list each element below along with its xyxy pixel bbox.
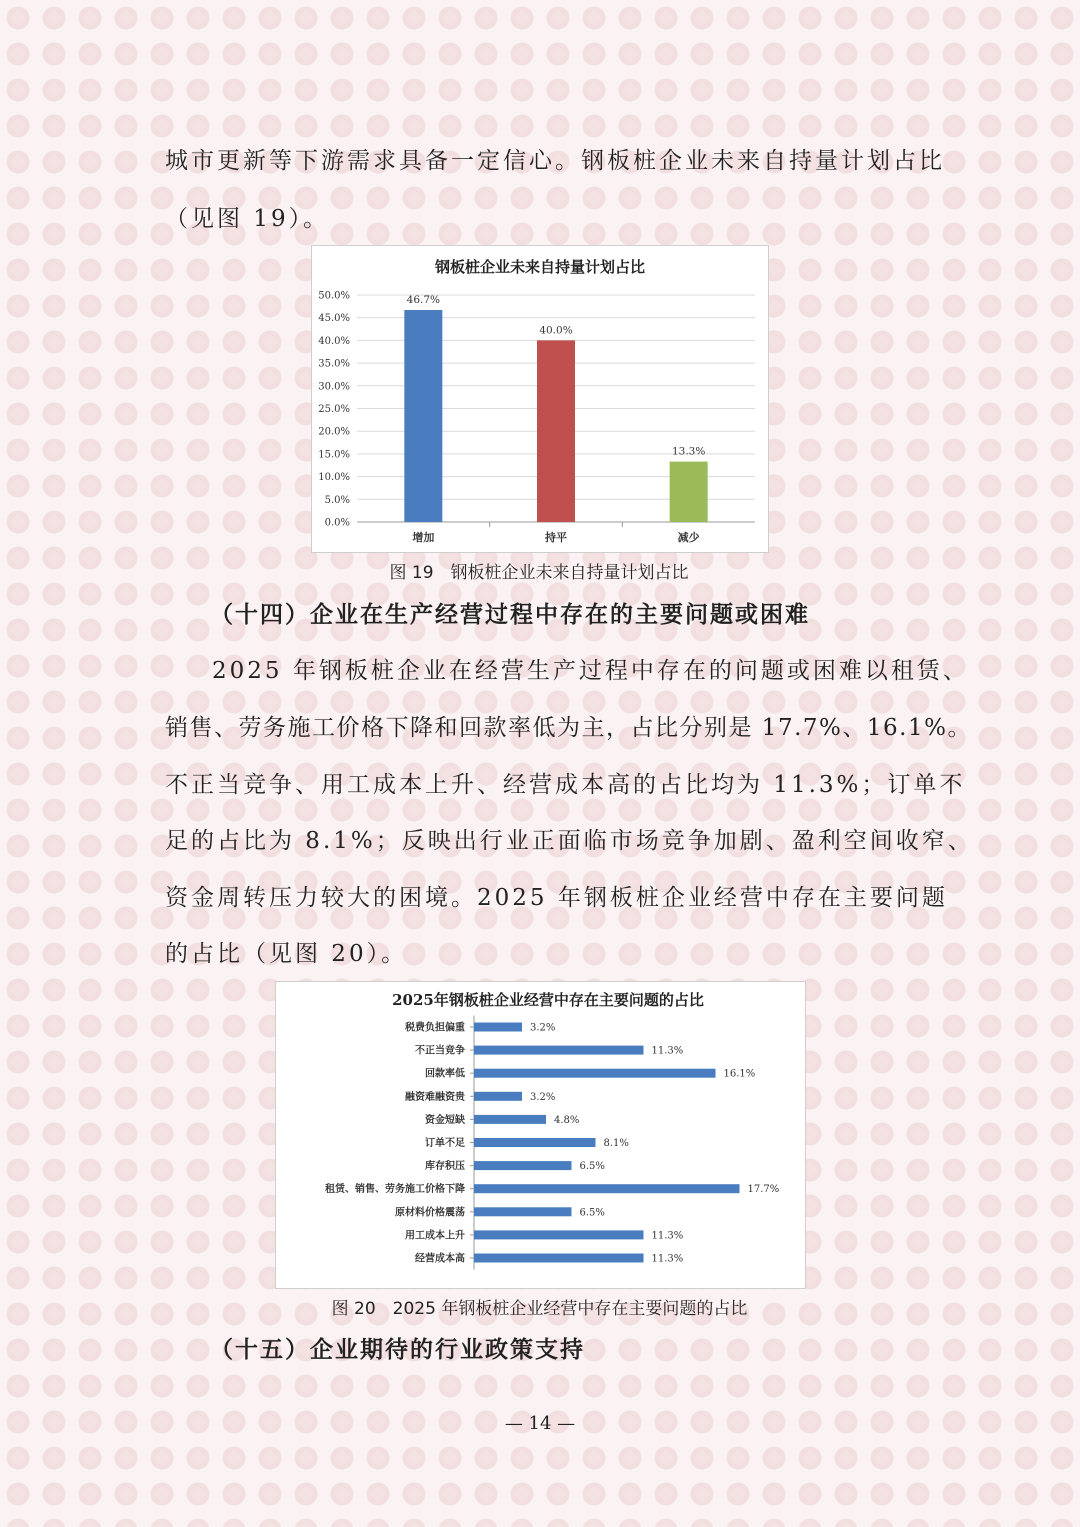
y-tick-label: 订单不足	[425, 1138, 465, 1149]
body-text-line: 销售、劳务施工价格下降和回款率低为主，占比分别是 17.7%、16.1%。	[165, 715, 972, 741]
y-tick-label: 回款率低	[425, 1068, 465, 1080]
figure-19-caption: 图 19 钢板桩企业未来自持量计划占比	[389, 563, 689, 583]
y-tick-label: 50.0%	[318, 290, 350, 302]
data-label: 13.3%	[671, 445, 706, 458]
bar	[670, 462, 708, 522]
bar	[474, 1161, 572, 1170]
figure-20-caption: 图 20 2025 年钢板桩企业经营中存在主要问题的占比	[331, 1299, 748, 1319]
data-label: 16.1%	[723, 1068, 756, 1080]
y-tick-label: 经营成本高	[415, 1253, 465, 1265]
bar	[474, 1254, 644, 1263]
x-tick-label: 减少	[677, 531, 700, 544]
x-tick-label: 持平	[545, 531, 567, 544]
body-text-line: 2025 年钢板桩企业在经营生产过程中存在的问题或困难以租赁、	[212, 658, 969, 684]
data-label: 6.5%	[579, 1161, 605, 1173]
bar	[474, 1092, 522, 1101]
bar	[474, 1207, 572, 1216]
data-label: 46.7%	[406, 293, 441, 306]
y-tick-label: 原材料价格震荡	[395, 1207, 465, 1219]
data-label: 11.3%	[651, 1253, 684, 1265]
y-tick-label: 融资难融资贵	[405, 1091, 465, 1103]
page-number: — 14 —	[504, 1413, 576, 1434]
y-tick-label: 30.0%	[318, 381, 350, 393]
body-text-line: 资金周转压力较大的困境。2025 年钢板桩企业经营中存在主要问题	[165, 885, 948, 911]
y-tick-label: 5.0%	[324, 494, 350, 506]
section-heading-14: （十四）企业在生产经营过程中存在的主要问题或困难	[210, 602, 810, 628]
y-tick-label: 税费负担偏重	[405, 1022, 465, 1034]
y-tick-label: 资金短缺	[425, 1114, 465, 1126]
data-label: 11.3%	[651, 1230, 684, 1242]
chart-19-frame	[311, 245, 769, 553]
y-tick-label: 库存积压	[425, 1161, 465, 1173]
data-label: 3.2%	[530, 1022, 556, 1034]
y-tick-label: 35.0%	[318, 358, 350, 370]
data-label: 17.7%	[747, 1184, 780, 1196]
chart-20	[276, 982, 805, 1288]
y-tick-label: 25.0%	[318, 404, 350, 415]
y-tick-label: 0.0%	[324, 517, 350, 529]
data-label: 3.2%	[530, 1091, 556, 1103]
chart-title: 2025年钢板桩企业经营中存在主要问题的占比	[392, 991, 704, 1009]
bar	[474, 1230, 644, 1239]
bar	[474, 1046, 644, 1055]
body-text-line: 足的占比为 8.1%；反映出行业正面临市场竞争加剧、盈利空间收窄、	[165, 828, 974, 854]
bar	[474, 1069, 716, 1078]
bar	[474, 1184, 740, 1193]
bar	[474, 1138, 596, 1147]
data-label: 40.0%	[539, 324, 573, 337]
y-tick-label: 10.0%	[318, 472, 350, 484]
body-text-line: （见图 19）。	[165, 206, 330, 232]
data-label: 11.3%	[651, 1045, 684, 1057]
bar	[474, 1023, 522, 1032]
chart-title: 钢板桩企业未来自持量计划占比	[434, 258, 646, 276]
body-text-line: 城市更新等下游需求具备一定信心。钢板桩企业未来自持量计划占比	[165, 148, 945, 174]
y-tick-label: 15.0%	[318, 449, 350, 461]
y-tick-label: 租赁、销售、劳务施工价格下降	[325, 1184, 465, 1196]
body-text-line: 的占比（见图 20）。	[165, 941, 408, 967]
y-tick-label: 不正当竞争	[415, 1045, 465, 1057]
chart-20-frame	[275, 981, 806, 1289]
section-heading-15: （十五）企业期待的行业政策支持	[210, 1337, 585, 1363]
y-tick-label: 40.0%	[318, 335, 350, 347]
data-label: 8.1%	[603, 1138, 629, 1149]
data-label: 6.5%	[579, 1207, 605, 1219]
bar	[404, 310, 442, 522]
chart-19	[312, 246, 768, 552]
x-tick-label: 增加	[412, 531, 435, 544]
y-tick-label: 45.0%	[318, 313, 350, 325]
y-tick-label: 20.0%	[318, 426, 350, 438]
bar	[474, 1115, 546, 1124]
bar	[537, 340, 575, 522]
y-tick-label: 用工成本上升	[405, 1230, 465, 1242]
body-text-line: 不正当竞争、用工成本上升、经营成本高的占比均为 11.3%；订单不	[165, 772, 966, 798]
data-label: 4.8%	[554, 1114, 580, 1126]
